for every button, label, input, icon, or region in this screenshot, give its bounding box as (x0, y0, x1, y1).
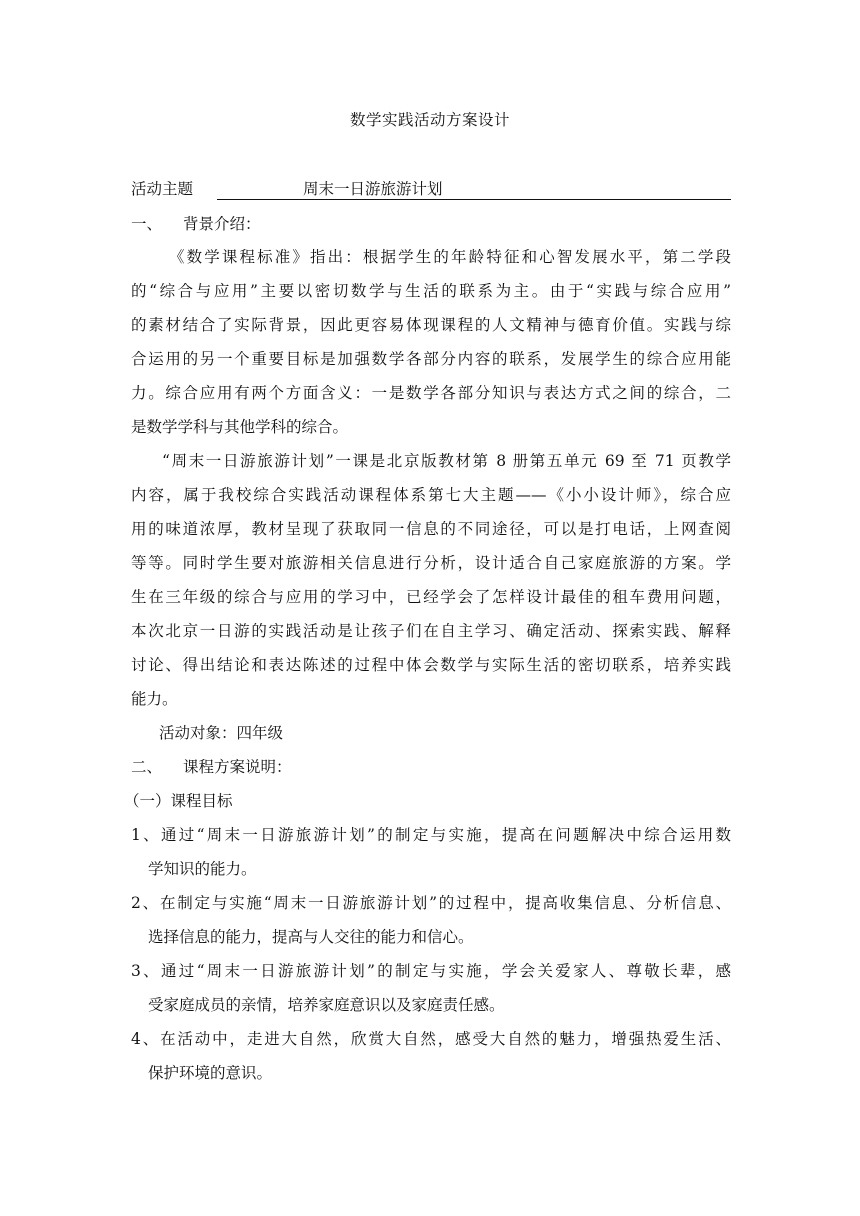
paragraph-line: 合运用的另一个重要目标是加强数学各部分内容的联系，发展学生的综合应用能 (131, 350, 731, 368)
paragraph-line: 能力。 (131, 690, 178, 708)
paragraph-line: 《数学课程标准》指出：根据学生的年龄特征和心智发展水平，第二学段 (169, 248, 731, 266)
paragraph-line: “周末一日游旅游计划”一课是北京版教材第 8 册第五单元 69 至 71 页教学 (162, 452, 731, 470)
section-heading-plan (131, 755, 731, 779)
goal-item-line: 4、在活动中，走进大自然，欣赏大自然，感受大自然的魅力，增强热爱生活、 (131, 1030, 731, 1048)
paragraph-line: 的素材结合了实际背景，因此更容易体现课程的人文精神与德育价值。实践与综 (131, 316, 731, 334)
activity-theme-value: 周末一日游旅游计划 (303, 180, 443, 198)
section-number: 二、 (131, 758, 163, 776)
paragraph-line: 讨论、得出结论和表达陈述的过程中体会数学与实际生活的密切联系，培养实践 (131, 656, 731, 674)
paragraph-line: 力。综合应用有两个方面含义：一是数学各部分知识与表达方式之间的综合，二 (131, 384, 731, 402)
paragraph-line: 是数学学科与其他学科的综合。 (131, 418, 349, 436)
goal-item-line: 选择信息的能力，提高与人交往的能力和信心。 (148, 928, 474, 946)
paragraph-line: 的“综合与应用”主要以密切数学与生活的联系为主。由于“实践与综合应用” (131, 282, 731, 300)
paragraph-line: 等等。同时学生要对旅游相关信息进行分析，设计适合自己家庭旅游的方案。学 (131, 554, 731, 572)
document-title: 数学实践活动方案设计 (349, 111, 510, 129)
section-number: 一、 (131, 215, 163, 233)
section-title: 背景介绍： (183, 215, 261, 233)
goal-item-line: 1、通过“周末一日游旅游计划”的制定与实施，提高在问题解决中综合运用数 (131, 826, 731, 844)
goal-item-line: 2、在制定与实施“周末一日游旅游计划”的过程中，提高收集信息、分析信息、 (131, 894, 731, 912)
goal-item-line: 保护环境的意识。 (148, 1064, 273, 1082)
goal-item-line: 3、通过“周末一日游旅游计划”的制定与实施，学会关爱家人、尊敬长辈，感 (131, 962, 731, 980)
activity-theme-underline (217, 177, 731, 200)
paragraph-line: 本次北京一日游的实践活动是让孩子们在自主学习、确定活动、探索实践、解释 (131, 622, 731, 640)
activity-audience: 活动对象：四年级 (159, 724, 284, 742)
activity-theme-row (131, 177, 731, 201)
goal-item-line: 受家庭成员的亲情，培养家庭意识以及家庭责任感。 (148, 996, 505, 1014)
goal-item-line: 学知识的能力。 (148, 860, 257, 878)
activity-theme-label: 活动主题 (131, 180, 194, 198)
paragraph-line: 用的味道浓厚，教材呈现了获取同一信息的不同途径，可以是打电话，上网查阅 (131, 520, 731, 538)
section-title: 课程方案说明： (183, 758, 292, 776)
paragraph-line: 生在三年级的综合与应用的学习中，已经学会了怎样设计最佳的租车费用问题， (131, 588, 731, 606)
paragraph-line: 内容，属于我校综合实践活动课程体系第七大主题——《小小设计师》，综合应 (131, 486, 731, 504)
section-heading-background (131, 212, 731, 236)
subsection-heading-goals: （一）课程目标 (124, 792, 233, 810)
